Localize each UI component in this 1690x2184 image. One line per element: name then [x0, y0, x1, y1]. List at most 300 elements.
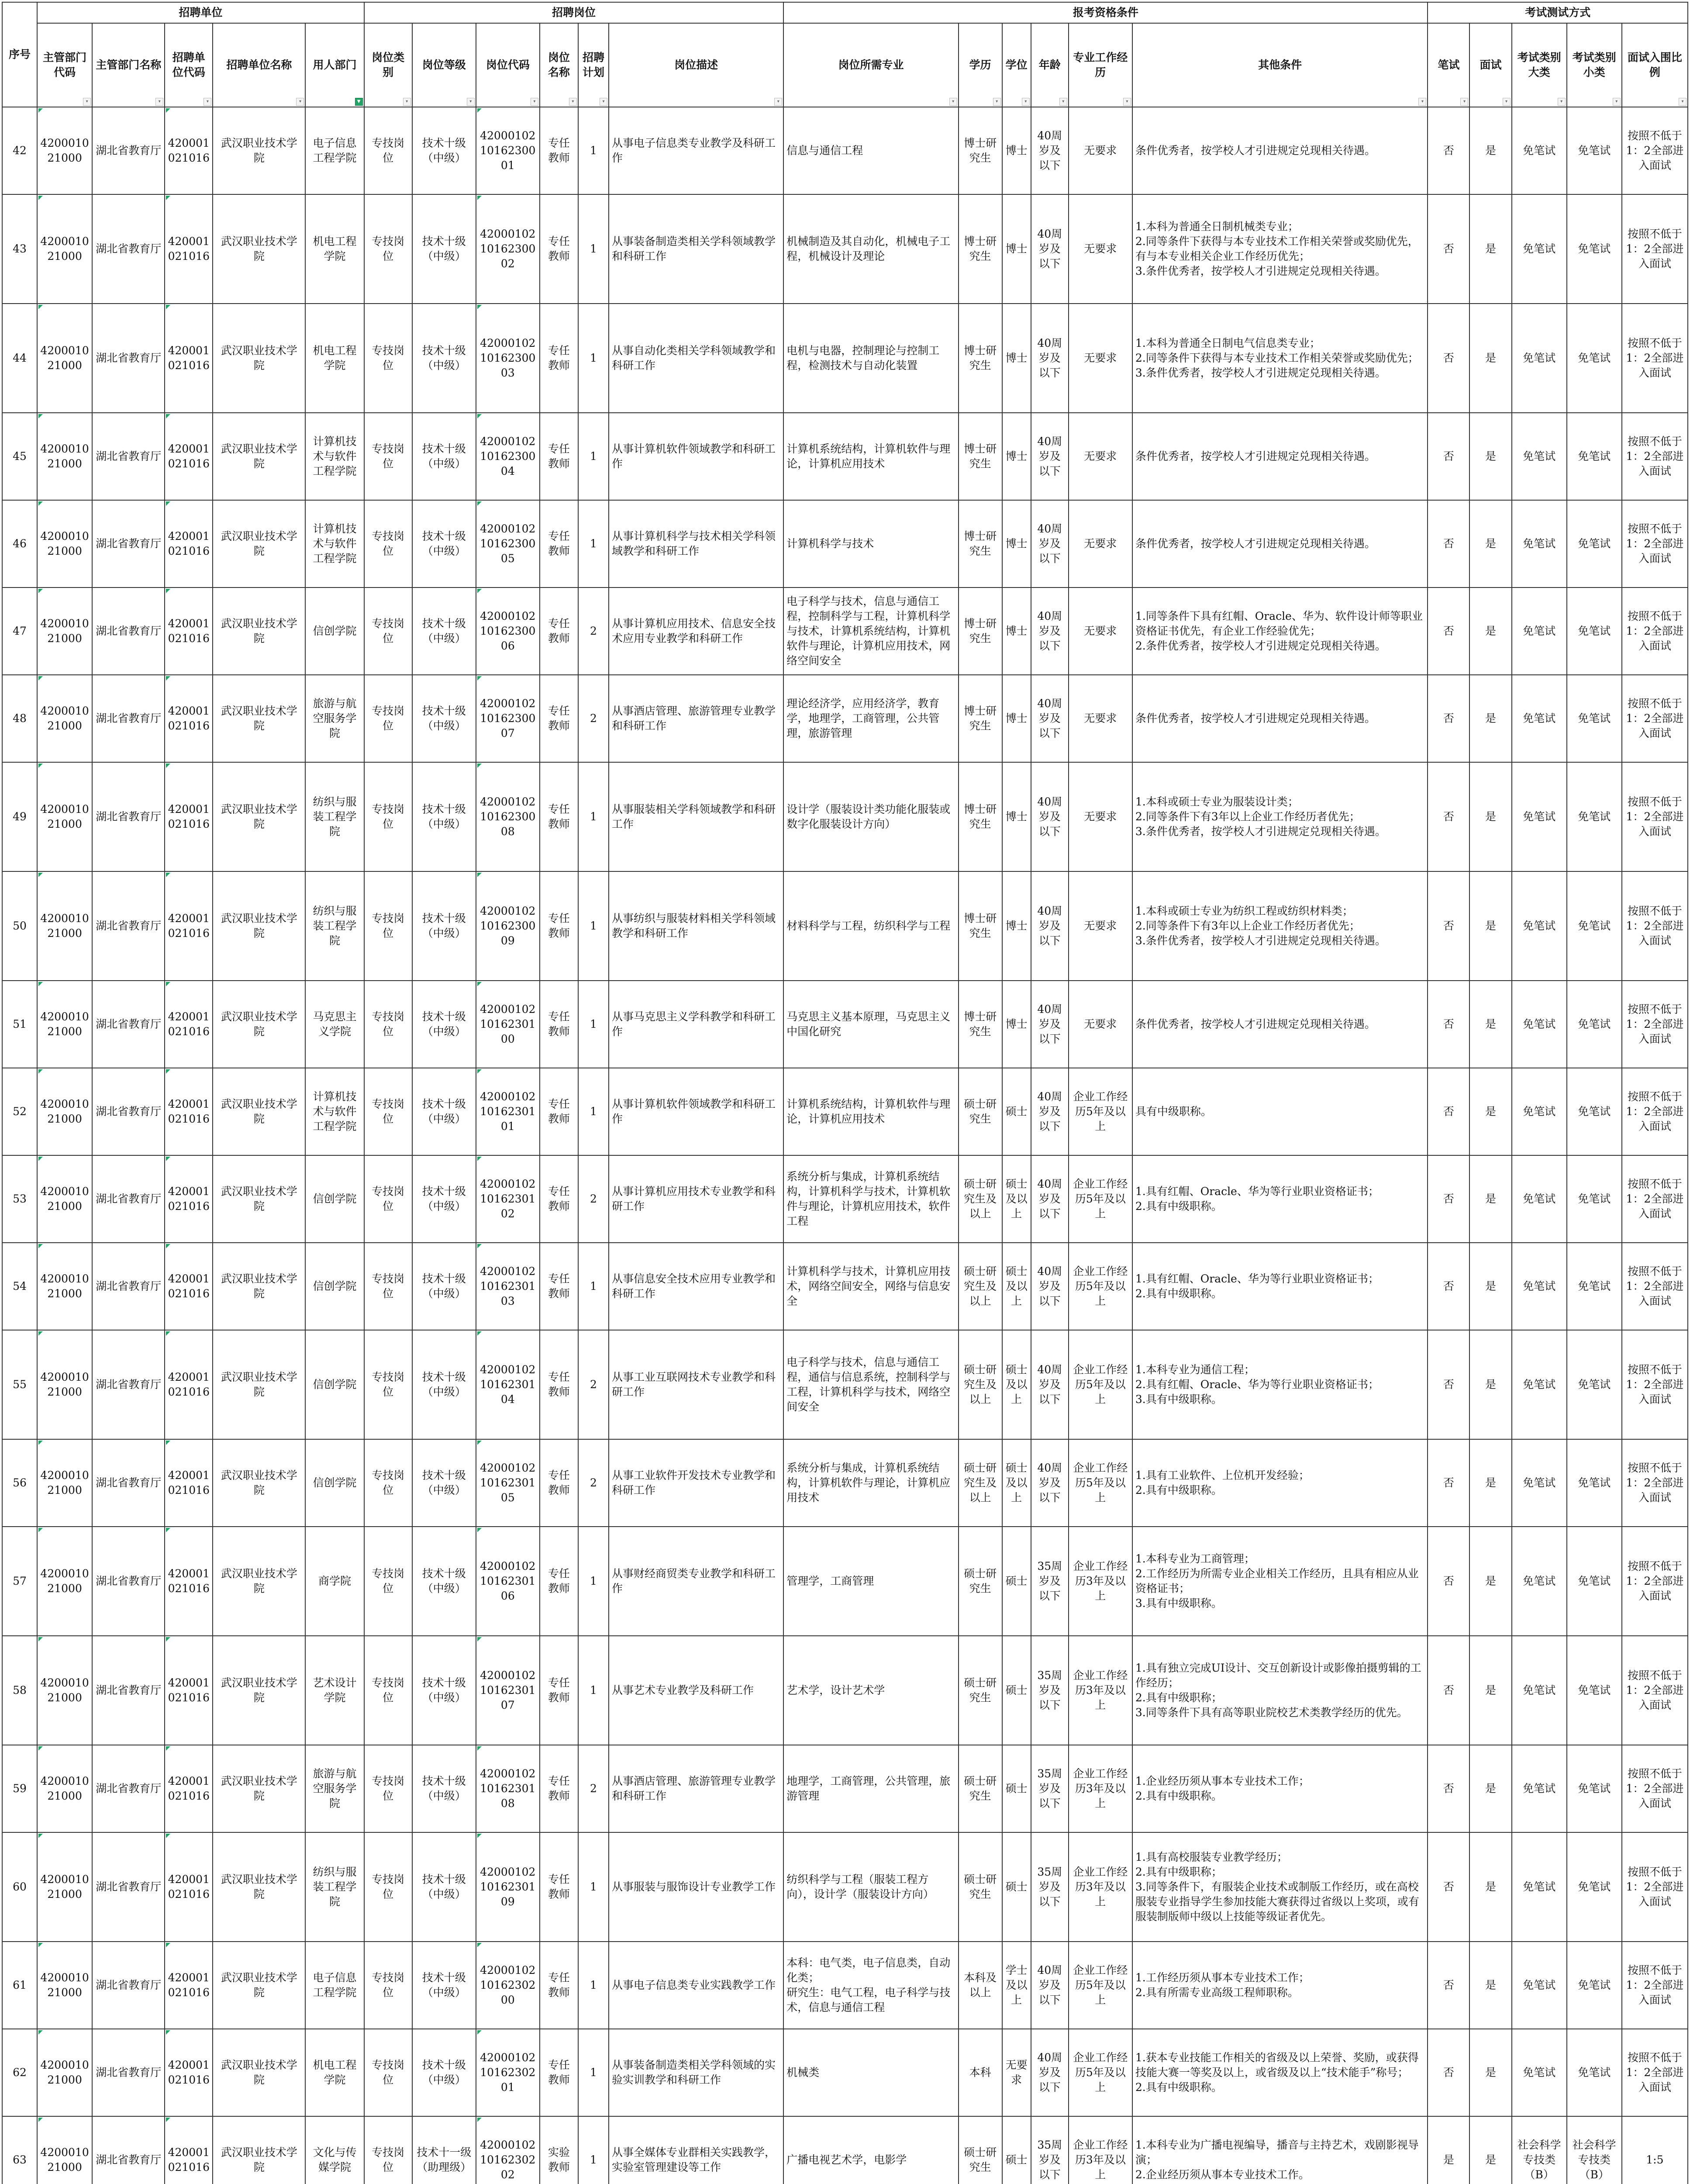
- cell-post-name[interactable]: 实验教师: [540, 2116, 578, 2184]
- cell-seq[interactable]: 43: [2, 194, 37, 304]
- cell-cat-big[interactable]: 免笔试: [1512, 762, 1567, 871]
- cell-post-code[interactable]: 420001021016230200: [476, 1942, 540, 2029]
- cell-post-type[interactable]: 专技岗位: [364, 1155, 412, 1243]
- cell-age[interactable]: 40周岁及以下: [1031, 675, 1069, 762]
- cell-dept-name[interactable]: 湖北省教育厅: [92, 1745, 165, 1832]
- cell-exp[interactable]: 无要求: [1069, 675, 1132, 762]
- cell-edu[interactable]: 硕士研究生: [959, 2116, 1002, 2184]
- cell-dept-name[interactable]: 湖北省教育厅: [92, 1155, 165, 1243]
- cell-seq[interactable]: 57: [2, 1527, 37, 1636]
- cell-post-level[interactable]: 技术十级（中级）: [412, 304, 476, 413]
- cell-unit-name[interactable]: 武汉职业技术学院: [213, 107, 305, 194]
- cell-post-code[interactable]: 420001021016230102: [476, 1155, 540, 1243]
- cell-cat-big[interactable]: 免笔试: [1512, 1439, 1567, 1527]
- cell-user-dept[interactable]: 机电工程学院: [305, 304, 364, 413]
- cell-unit-name[interactable]: 武汉职业技术学院: [213, 2116, 305, 2184]
- cell-age[interactable]: 40周岁及以下: [1031, 587, 1069, 675]
- cell-unit-name[interactable]: 武汉职业技术学院: [213, 871, 305, 981]
- cell-dept-code[interactable]: 420001021000: [37, 1942, 92, 2029]
- cell-edu[interactable]: 硕士研究生及以上: [959, 1439, 1002, 1527]
- cell-cat-small[interactable]: 免笔试: [1567, 413, 1622, 500]
- cell-plan[interactable]: 2: [578, 1155, 609, 1243]
- cell-unit-code[interactable]: 420001021016: [165, 1636, 213, 1745]
- cell-ratio[interactable]: 按照不低于1：2全部进入面试: [1622, 1439, 1688, 1527]
- cell-major[interactable]: 系统分析与集成，计算机系统结构，计算机科学与技术，计算机软件与理论，计算机应用技术，软件工程: [783, 1155, 958, 1243]
- cell-other[interactable]: 1.本科为普通全日制电气信息类专业； 2.同等条件下获得与本专业技术工作相关荣誉或奖励优先； 3.条件优秀者，按学校人才引进规定兑现相关待遇。: [1132, 304, 1428, 413]
- cell-exp[interactable]: 企业工作经历3年及以上: [1069, 1527, 1132, 1636]
- cell-post-type[interactable]: 专技岗位: [364, 587, 412, 675]
- cell-unit-name[interactable]: 武汉职业技术学院: [213, 762, 305, 871]
- cell-other[interactable]: 1.本科或硕士专业为纺织工程或纺织材料类； 2.同等条件下有3年以上企业工作经历者优先； 3.条件优秀者，按学校人才引进规定兑现相关待遇。: [1132, 871, 1428, 981]
- cell-ratio[interactable]: 按照不低于1：2全部进入面试: [1622, 500, 1688, 587]
- cell-desc[interactable]: 从事全媒体专业群相关实践教学，实验室管理建设等工作: [609, 2116, 783, 2184]
- cell-unit-name[interactable]: 武汉职业技术学院: [213, 587, 305, 675]
- cell-user-dept[interactable]: 信创学院: [305, 1330, 364, 1439]
- cell-written[interactable]: 否: [1428, 587, 1469, 675]
- cell-desc[interactable]: 从事计算机科学与技术相关学科领域教学和科研工作: [609, 500, 783, 587]
- cell-cat-small[interactable]: 免笔试: [1567, 304, 1622, 413]
- filter-dropdown-icon[interactable]: ▾: [993, 98, 1001, 106]
- cell-post-code[interactable]: 420001021016230001: [476, 107, 540, 194]
- filter-dropdown-icon[interactable]: ▾: [83, 98, 91, 106]
- cell-edu[interactable]: 博士研究生: [959, 304, 1002, 413]
- cell-plan[interactable]: 1: [578, 2116, 609, 2184]
- cell-post-name[interactable]: 专任教师: [540, 1636, 578, 1745]
- cell-edu[interactable]: 硕士研究生及以上: [959, 1243, 1002, 1330]
- cell-seq[interactable]: 47: [2, 587, 37, 675]
- cell-post-level[interactable]: 技术十级（中级）: [412, 1243, 476, 1330]
- cell-user-dept[interactable]: 电子信息工程学院: [305, 1942, 364, 2029]
- cell-post-name[interactable]: 专任教师: [540, 981, 578, 1068]
- cell-desc[interactable]: 从事计算机应用技术、信息安全技术应用专业教学和科研工作: [609, 587, 783, 675]
- cell-user-dept[interactable]: 计算机技术与软件工程学院: [305, 500, 364, 587]
- cell-degree[interactable]: 硕士及以上: [1002, 1243, 1031, 1330]
- cell-written[interactable]: 是: [1428, 2116, 1469, 2184]
- cell-user-dept[interactable]: 电子信息工程学院: [305, 107, 364, 194]
- cell-edu[interactable]: 博士研究生: [959, 500, 1002, 587]
- cell-interview[interactable]: 是: [1469, 1243, 1511, 1330]
- cell-dept-name[interactable]: 湖北省教育厅: [92, 500, 165, 587]
- cell-post-name[interactable]: 专任教师: [540, 1832, 578, 1942]
- cell-desc[interactable]: 从事计算机软件领域教学和科研工作: [609, 1068, 783, 1155]
- cell-post-type[interactable]: 专技岗位: [364, 762, 412, 871]
- cell-age[interactable]: 40周岁及以下: [1031, 1068, 1069, 1155]
- cell-age[interactable]: 40周岁及以下: [1031, 304, 1069, 413]
- filter-dropdown-icon[interactable]: ▾: [531, 98, 538, 106]
- cell-user-dept[interactable]: 信创学院: [305, 587, 364, 675]
- cell-post-type[interactable]: 专技岗位: [364, 1942, 412, 2029]
- cell-post-name[interactable]: 专任教师: [540, 500, 578, 587]
- cell-dept-code[interactable]: 420001021000: [37, 1155, 92, 1243]
- cell-post-name[interactable]: 专任教师: [540, 1330, 578, 1439]
- cell-exp[interactable]: 无要求: [1069, 194, 1132, 304]
- cell-age[interactable]: 40周岁及以下: [1031, 500, 1069, 587]
- cell-age[interactable]: 40周岁及以下: [1031, 107, 1069, 194]
- cell-unit-name[interactable]: 武汉职业技术学院: [213, 1527, 305, 1636]
- cell-interview[interactable]: 是: [1469, 675, 1511, 762]
- cell-edu[interactable]: 博士研究生: [959, 981, 1002, 1068]
- cell-seq[interactable]: 51: [2, 981, 37, 1068]
- cell-exp[interactable]: 企业工作经历3年及以上: [1069, 2116, 1132, 2184]
- cell-post-code[interactable]: 420001021016230100: [476, 981, 540, 1068]
- cell-written[interactable]: 否: [1428, 304, 1469, 413]
- cell-desc[interactable]: 从事信息安全技术应用专业教学和科研工作: [609, 1243, 783, 1330]
- cell-post-type[interactable]: 专技岗位: [364, 304, 412, 413]
- cell-desc[interactable]: 从事酒店管理、旅游管理专业教学和科研工作: [609, 675, 783, 762]
- cell-unit-code[interactable]: 420001021016: [165, 871, 213, 981]
- cell-other[interactable]: 1.获本专业技能工作相关的省级及以上荣誉、奖励，或获得技能大赛一等奖及以上，或省级及以上“技术能手”称号； 2.具有中级职称。: [1132, 2029, 1428, 2116]
- cell-unit-code[interactable]: 420001021016: [165, 107, 213, 194]
- cell-user-dept[interactable]: 纺织与服装工程学院: [305, 871, 364, 981]
- cell-major[interactable]: 机械制造及其自动化，机械电子工程，机械设计及理论: [783, 194, 958, 304]
- cell-major[interactable]: 信息与通信工程: [783, 107, 958, 194]
- cell-plan[interactable]: 1: [578, 762, 609, 871]
- cell-other[interactable]: 条件优秀者，按学校人才引进规定兑现相关待遇。: [1132, 500, 1428, 587]
- cell-written[interactable]: 否: [1428, 762, 1469, 871]
- cell-major[interactable]: 电机与电器，控制理论与控制工程，检测技术与自动化装置: [783, 304, 958, 413]
- cell-cat-small[interactable]: 社会科学专技类（B）: [1567, 2116, 1622, 2184]
- cell-seq[interactable]: 42: [2, 107, 37, 194]
- cell-exp[interactable]: 企业工作经历5年及以上: [1069, 2029, 1132, 2116]
- cell-unit-code[interactable]: 420001021016: [165, 1745, 213, 1832]
- cell-interview[interactable]: 是: [1469, 1527, 1511, 1636]
- filter-dropdown-icon[interactable]: ▾: [296, 98, 304, 106]
- cell-post-level[interactable]: 技术十级（中级）: [412, 500, 476, 587]
- cell-seq[interactable]: 58: [2, 1636, 37, 1745]
- cell-interview[interactable]: 是: [1469, 500, 1511, 587]
- cell-post-code[interactable]: 420001021016230201: [476, 2029, 540, 2116]
- cell-plan[interactable]: 1: [578, 1832, 609, 1942]
- cell-major[interactable]: 马克思主义基本原理，马克思主义中国化研究: [783, 981, 958, 1068]
- cell-post-name[interactable]: 专任教师: [540, 871, 578, 981]
- cell-dept-code[interactable]: 420001021000: [37, 107, 92, 194]
- cell-post-level[interactable]: 技术十级（中级）: [412, 1745, 476, 1832]
- cell-plan[interactable]: 1: [578, 1636, 609, 1745]
- cell-interview[interactable]: 是: [1469, 871, 1511, 981]
- cell-plan[interactable]: 1: [578, 1527, 609, 1636]
- cell-post-type[interactable]: 专技岗位: [364, 2116, 412, 2184]
- cell-cat-small[interactable]: 免笔试: [1567, 500, 1622, 587]
- cell-post-type[interactable]: 专技岗位: [364, 871, 412, 981]
- cell-age[interactable]: 35周岁及以下: [1031, 2116, 1069, 2184]
- cell-post-code[interactable]: 420001021016230108: [476, 1745, 540, 1832]
- cell-exp[interactable]: 企业工作经历5年及以上: [1069, 1068, 1132, 1155]
- cell-age[interactable]: 40周岁及以下: [1031, 1439, 1069, 1527]
- cell-ratio[interactable]: 按照不低于1：2全部进入面试: [1622, 981, 1688, 1068]
- cell-exp[interactable]: 无要求: [1069, 762, 1132, 871]
- cell-unit-code[interactable]: 420001021016: [165, 1243, 213, 1330]
- cell-dept-name[interactable]: 湖北省教育厅: [92, 1636, 165, 1745]
- filter-dropdown-icon[interactable]: ▾: [1123, 98, 1131, 106]
- cell-exp[interactable]: 企业工作经历5年及以上: [1069, 1243, 1132, 1330]
- cell-exp[interactable]: 企业工作经历3年及以上: [1069, 1832, 1132, 1942]
- cell-dept-code[interactable]: 420001021000: [37, 1439, 92, 1527]
- cell-written[interactable]: 否: [1428, 1745, 1469, 1832]
- cell-other[interactable]: 1.同等条件下具有红帽、Oracle、华为、软件设计师等职业资格证书优先，有企业工作经验优先； 2.条件优秀者，按学校人才引进规定兑现相关待遇。: [1132, 587, 1428, 675]
- cell-major[interactable]: 计算机系统结构，计算机软件与理论，计算机应用技术: [783, 1068, 958, 1155]
- cell-post-level[interactable]: 技术十级（中级）: [412, 1155, 476, 1243]
- cell-dept-code[interactable]: 420001021000: [37, 1636, 92, 1745]
- cell-dept-name[interactable]: 湖北省教育厅: [92, 194, 165, 304]
- cell-post-name[interactable]: 专任教师: [540, 675, 578, 762]
- cell-edu[interactable]: 本科及以上: [959, 1942, 1002, 2029]
- cell-seq[interactable]: 49: [2, 762, 37, 871]
- cell-cat-small[interactable]: 免笔试: [1567, 1527, 1622, 1636]
- cell-degree[interactable]: 硕士及以上: [1002, 1155, 1031, 1243]
- cell-exp[interactable]: 无要求: [1069, 981, 1132, 1068]
- cell-desc[interactable]: 从事服装相关学科领域教学和科研工作: [609, 762, 783, 871]
- cell-unit-name[interactable]: 武汉职业技术学院: [213, 1243, 305, 1330]
- cell-age[interactable]: 35周岁及以下: [1031, 1527, 1069, 1636]
- cell-post-name[interactable]: 专任教师: [540, 304, 578, 413]
- cell-post-level[interactable]: 技术十一级（助理级）: [412, 2116, 476, 2184]
- cell-ratio[interactable]: 按照不低于1：2全部进入面试: [1622, 1832, 1688, 1942]
- cell-post-type[interactable]: 专技岗位: [364, 1068, 412, 1155]
- cell-degree[interactable]: 博士: [1002, 107, 1031, 194]
- cell-unit-code[interactable]: 420001021016: [165, 1439, 213, 1527]
- cell-dept-code[interactable]: 420001021000: [37, 413, 92, 500]
- cell-written[interactable]: 否: [1428, 1439, 1469, 1527]
- cell-ratio[interactable]: 按照不低于1：2全部进入面试: [1622, 1745, 1688, 1832]
- cell-dept-code[interactable]: 420001021000: [37, 1068, 92, 1155]
- cell-user-dept[interactable]: 旅游与航空服务学院: [305, 675, 364, 762]
- cell-interview[interactable]: 是: [1469, 2116, 1511, 2184]
- cell-written[interactable]: 否: [1428, 1068, 1469, 1155]
- cell-exp[interactable]: 企业工作经历5年及以上: [1069, 1155, 1132, 1243]
- cell-seq[interactable]: 62: [2, 2029, 37, 2116]
- cell-post-code[interactable]: 420001021016230103: [476, 1243, 540, 1330]
- cell-written[interactable]: 否: [1428, 1636, 1469, 1745]
- cell-dept-code[interactable]: 420001021000: [37, 1745, 92, 1832]
- cell-exp[interactable]: 无要求: [1069, 871, 1132, 981]
- filter-dropdown-icon[interactable]: ▾: [1022, 98, 1030, 106]
- cell-interview[interactable]: 是: [1469, 1942, 1511, 2029]
- cell-unit-code[interactable]: 420001021016: [165, 1527, 213, 1636]
- cell-unit-name[interactable]: 武汉职业技术学院: [213, 1068, 305, 1155]
- filter-dropdown-icon[interactable]: ▾: [155, 98, 163, 106]
- cell-age[interactable]: 35周岁及以下: [1031, 1636, 1069, 1745]
- cell-unit-code[interactable]: 420001021016: [165, 981, 213, 1068]
- filter-dropdown-icon[interactable]: ▾: [467, 98, 475, 106]
- cell-major[interactable]: 地理学，工商管理，公共管理，旅游管理: [783, 1745, 958, 1832]
- cell-plan[interactable]: 1: [578, 304, 609, 413]
- cell-unit-code[interactable]: 420001021016: [165, 1832, 213, 1942]
- filter-dropdown-icon[interactable]: ▾: [1679, 98, 1687, 106]
- cell-cat-small[interactable]: 免笔试: [1567, 2029, 1622, 2116]
- cell-desc[interactable]: 从事马克思主义学科教学和科研工作: [609, 981, 783, 1068]
- cell-ratio[interactable]: 按照不低于1：2全部进入面试: [1622, 587, 1688, 675]
- cell-post-level[interactable]: 技术十级（中级）: [412, 1527, 476, 1636]
- cell-cat-big[interactable]: 社会科学专技类（B）: [1512, 2116, 1567, 2184]
- cell-age[interactable]: 40周岁及以下: [1031, 762, 1069, 871]
- cell-dept-name[interactable]: 湖北省教育厅: [92, 107, 165, 194]
- cell-plan[interactable]: 2: [578, 587, 609, 675]
- cell-post-level[interactable]: 技术十级（中级）: [412, 107, 476, 194]
- cell-degree[interactable]: 硕士: [1002, 1832, 1031, 1942]
- cell-edu[interactable]: 博士研究生: [959, 413, 1002, 500]
- cell-major[interactable]: 电子科学与技术，信息与通信工程，通信与信息系统，控制科学与工程，计算机科学与技术，网络空间安全: [783, 1330, 958, 1439]
- cell-other[interactable]: 1.企业经历须从事本专业技术工作； 2.具有中级职称。: [1132, 1745, 1428, 1832]
- cell-edu[interactable]: 硕士研究生: [959, 1636, 1002, 1745]
- cell-written[interactable]: 否: [1428, 871, 1469, 981]
- cell-cat-big[interactable]: 免笔试: [1512, 1527, 1567, 1636]
- cell-user-dept[interactable]: 计算机技术与软件工程学院: [305, 413, 364, 500]
- cell-post-code[interactable]: 420001021016230006: [476, 587, 540, 675]
- cell-post-code[interactable]: 420001021016230105: [476, 1439, 540, 1527]
- cell-age[interactable]: 40周岁及以下: [1031, 871, 1069, 981]
- cell-edu[interactable]: 博士研究生: [959, 762, 1002, 871]
- cell-desc[interactable]: 从事服装与服饰设计专业教学工作: [609, 1832, 783, 1942]
- cell-plan[interactable]: 2: [578, 1745, 609, 1832]
- cell-desc[interactable]: 从事自动化类相关学科领域教学和科研工作: [609, 304, 783, 413]
- cell-other[interactable]: 1.本科专业为通信工程； 2.具有红帽、Oracle、华为等行业职业资格证书； 3.具有中级职称。: [1132, 1330, 1428, 1439]
- cell-post-type[interactable]: 专技岗位: [364, 1243, 412, 1330]
- cell-ratio[interactable]: 1:5: [1622, 2116, 1688, 2184]
- cell-post-level[interactable]: 技术十级（中级）: [412, 981, 476, 1068]
- cell-post-code[interactable]: 420001021016230008: [476, 762, 540, 871]
- cell-post-level[interactable]: 技术十级（中级）: [412, 1832, 476, 1942]
- filter-dropdown-icon[interactable]: ▾: [1613, 98, 1621, 106]
- cell-user-dept[interactable]: 纺织与服装工程学院: [305, 762, 364, 871]
- cell-desc[interactable]: 从事工业互联网技术专业教学和科研工作: [609, 1330, 783, 1439]
- cell-desc[interactable]: 从事计算机软件领域教学和科研工作: [609, 413, 783, 500]
- cell-dept-code[interactable]: 420001021000: [37, 304, 92, 413]
- cell-exp[interactable]: 企业工作经历3年及以上: [1069, 1745, 1132, 1832]
- cell-user-dept[interactable]: 商学院: [305, 1527, 364, 1636]
- cell-post-code[interactable]: 420001021016230104: [476, 1330, 540, 1439]
- cell-plan[interactable]: 1: [578, 413, 609, 500]
- filter-dropdown-icon[interactable]: ▾: [600, 98, 607, 106]
- cell-interview[interactable]: 是: [1469, 194, 1511, 304]
- cell-dept-name[interactable]: 湖北省教育厅: [92, 675, 165, 762]
- cell-post-name[interactable]: 专任教师: [540, 2029, 578, 2116]
- cell-unit-code[interactable]: 420001021016: [165, 1068, 213, 1155]
- cell-exp[interactable]: 无要求: [1069, 413, 1132, 500]
- cell-post-code[interactable]: 420001021016230202: [476, 2116, 540, 2184]
- cell-unit-name[interactable]: 武汉职业技术学院: [213, 1832, 305, 1942]
- cell-post-name[interactable]: 专任教师: [540, 1439, 578, 1527]
- cell-dept-code[interactable]: 420001021000: [37, 675, 92, 762]
- cell-dept-name[interactable]: 湖北省教育厅: [92, 1243, 165, 1330]
- cell-cat-big[interactable]: 免笔试: [1512, 1330, 1567, 1439]
- cell-interview[interactable]: 是: [1469, 1068, 1511, 1155]
- cell-major[interactable]: 计算机科学与技术: [783, 500, 958, 587]
- cell-post-level[interactable]: 技术十级（中级）: [412, 1330, 476, 1439]
- cell-exp[interactable]: 企业工作经历5年及以上: [1069, 1439, 1132, 1527]
- cell-desc[interactable]: 从事计算机应用技术专业教学和科研工作: [609, 1155, 783, 1243]
- cell-desc[interactable]: 从事装备制造类相关学科领域的实验实训教学和科研工作: [609, 2029, 783, 2116]
- cell-dept-code[interactable]: 420001021000: [37, 1243, 92, 1330]
- cell-dept-name[interactable]: 湖北省教育厅: [92, 413, 165, 500]
- cell-user-dept[interactable]: 文化与传媒学院: [305, 2116, 364, 2184]
- cell-written[interactable]: 否: [1428, 1330, 1469, 1439]
- cell-edu[interactable]: 博士研究生: [959, 587, 1002, 675]
- cell-unit-name[interactable]: 武汉职业技术学院: [213, 500, 305, 587]
- cell-seq[interactable]: 45: [2, 413, 37, 500]
- cell-dept-code[interactable]: 420001021000: [37, 2116, 92, 2184]
- cell-dept-name[interactable]: 湖北省教育厅: [92, 587, 165, 675]
- cell-plan[interactable]: 2: [578, 1439, 609, 1527]
- cell-written[interactable]: 否: [1428, 1155, 1469, 1243]
- cell-age[interactable]: 40周岁及以下: [1031, 1330, 1069, 1439]
- cell-cat-small[interactable]: 免笔试: [1567, 1832, 1622, 1942]
- cell-seq[interactable]: 44: [2, 304, 37, 413]
- cell-ratio[interactable]: 按照不低于1：2全部进入面试: [1622, 1068, 1688, 1155]
- cell-post-name[interactable]: 专任教师: [540, 762, 578, 871]
- cell-ratio[interactable]: 按照不低于1：2全部进入面试: [1622, 1527, 1688, 1636]
- cell-written[interactable]: 否: [1428, 675, 1469, 762]
- cell-plan[interactable]: 1: [578, 871, 609, 981]
- cell-cat-small[interactable]: 免笔试: [1567, 1330, 1622, 1439]
- cell-edu[interactable]: 硕士研究生及以上: [959, 1330, 1002, 1439]
- cell-unit-name[interactable]: 武汉职业技术学院: [213, 1155, 305, 1243]
- cell-major[interactable]: 理论经济学，应用经济学，教育学，地理学，工商管理，公共管理，旅游管理: [783, 675, 958, 762]
- cell-interview[interactable]: 是: [1469, 1155, 1511, 1243]
- cell-seq[interactable]: 50: [2, 871, 37, 981]
- cell-cat-small[interactable]: 免笔试: [1567, 194, 1622, 304]
- cell-edu[interactable]: 本科: [959, 2029, 1002, 2116]
- cell-unit-name[interactable]: 武汉职业技术学院: [213, 1942, 305, 2029]
- cell-unit-name[interactable]: 武汉职业技术学院: [213, 675, 305, 762]
- filter-dropdown-icon[interactable]: ▾: [203, 98, 211, 106]
- cell-dept-code[interactable]: 420001021000: [37, 587, 92, 675]
- cell-exp[interactable]: 企业工作经历3年及以上: [1069, 1636, 1132, 1745]
- cell-exp[interactable]: 无要求: [1069, 500, 1132, 587]
- cell-other[interactable]: 1.具有工业软件、上位机开发经验； 2.具有中级职称。: [1132, 1439, 1428, 1527]
- cell-plan[interactable]: 1: [578, 2029, 609, 2116]
- cell-interview[interactable]: 是: [1469, 762, 1511, 871]
- cell-dept-name[interactable]: 湖北省教育厅: [92, 871, 165, 981]
- cell-cat-big[interactable]: 免笔试: [1512, 2029, 1567, 2116]
- filter-dropdown-icon[interactable]: ▾: [403, 98, 411, 106]
- cell-dept-code[interactable]: 420001021000: [37, 194, 92, 304]
- cell-degree[interactable]: 博士: [1002, 981, 1031, 1068]
- cell-other[interactable]: 1.具有独立完成UI设计、交互创新设计或影像拍摄剪辑的工作经历； 2.具有中级职称； 3.同等条件下具有高等职业院校艺术类教学经历的优先。: [1132, 1636, 1428, 1745]
- cell-dept-name[interactable]: 湖北省教育厅: [92, 1832, 165, 1942]
- cell-user-dept[interactable]: 计算机技术与软件工程学院: [305, 1068, 364, 1155]
- cell-exp[interactable]: 无要求: [1069, 587, 1132, 675]
- cell-other[interactable]: 条件优秀者，按学校人才引进规定兑现相关待遇。: [1132, 413, 1428, 500]
- filter-dropdown-icon[interactable]: ▾: [1460, 98, 1468, 106]
- cell-seq[interactable]: 61: [2, 1942, 37, 2029]
- cell-plan[interactable]: 1: [578, 194, 609, 304]
- cell-post-name[interactable]: 专任教师: [540, 1527, 578, 1636]
- cell-interview[interactable]: 是: [1469, 2029, 1511, 2116]
- cell-cat-small[interactable]: 免笔试: [1567, 1243, 1622, 1330]
- cell-cat-big[interactable]: 免笔试: [1512, 587, 1567, 675]
- cell-other[interactable]: 1.工作经历须从事本专业技术工作； 2.具有所需专业高级工程师职称。: [1132, 1942, 1428, 2029]
- cell-other[interactable]: 条件优秀者，按学校人才引进规定兑现相关待遇。: [1132, 981, 1428, 1068]
- cell-cat-big[interactable]: 免笔试: [1512, 413, 1567, 500]
- cell-edu[interactable]: 硕士研究生: [959, 1832, 1002, 1942]
- cell-desc[interactable]: 从事纺织与服装材料相关学科领域教学和科研工作: [609, 871, 783, 981]
- cell-cat-big[interactable]: 免笔试: [1512, 1068, 1567, 1155]
- cell-major[interactable]: 艺术学，设计艺术学: [783, 1636, 958, 1745]
- cell-cat-small[interactable]: 免笔试: [1567, 1068, 1622, 1155]
- cell-post-level[interactable]: 技术十级（中级）: [412, 1439, 476, 1527]
- cell-dept-name[interactable]: 湖北省教育厅: [92, 981, 165, 1068]
- cell-user-dept[interactable]: 信创学院: [305, 1243, 364, 1330]
- cell-desc[interactable]: 从事酒店管理、旅游管理专业教学和科研工作: [609, 1745, 783, 1832]
- cell-post-type[interactable]: 专技岗位: [364, 1439, 412, 1527]
- cell-post-level[interactable]: 技术十级（中级）: [412, 413, 476, 500]
- cell-major[interactable]: 计算机科学与技术，计算机应用技术，网络空间安全，网络与信息安全: [783, 1243, 958, 1330]
- cell-dept-name[interactable]: 湖北省教育厅: [92, 1527, 165, 1636]
- cell-user-dept[interactable]: 旅游与航空服务学院: [305, 1745, 364, 1832]
- cell-plan[interactable]: 2: [578, 1330, 609, 1439]
- cell-post-level[interactable]: 技术十级（中级）: [412, 762, 476, 871]
- cell-degree[interactable]: 博士: [1002, 194, 1031, 304]
